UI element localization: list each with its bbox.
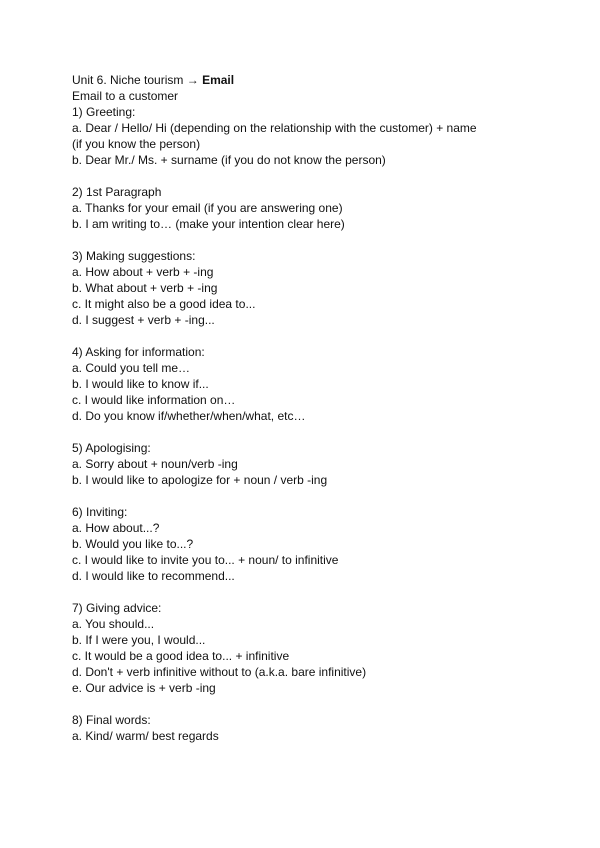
list-item: b. I am writing to… (make your intention clear here) [72, 217, 345, 231]
section-heading: 1) Greeting: [72, 105, 136, 119]
section [72, 600, 572, 696]
list-item: (if you know the person) [72, 137, 201, 151]
list-item: a. Kind/ warm/ best regards [72, 729, 219, 743]
list-item: c. I would like to invite you to... + noun/ to infinitive [72, 553, 339, 567]
list-item: a. Dear / Hello/ Hi (depending on the relationship with the customer) + name [72, 121, 477, 135]
title-prefix: Unit 6. Niche tourism [72, 73, 184, 87]
list-item: e. Our advice is + verb -ing [72, 681, 216, 695]
section [72, 104, 572, 168]
list-item: b. Would you like to...? [72, 537, 194, 551]
list-item: d. Don't + verb infinitive without to (a.k.a. bare infinitive) [72, 665, 367, 679]
list-item: b. I would like to know if... [72, 377, 209, 391]
list-item: c. It would be a good idea to... + infinitive [72, 649, 290, 663]
section-heading: 8) Final words: [72, 713, 151, 727]
list-item: d. Do you know if/whether/when/what, etc… [72, 409, 306, 423]
section-heading: 7) Giving advice: [72, 601, 162, 615]
section [72, 504, 572, 584]
section-heading: 5) Apologising: [72, 441, 151, 455]
list-item: a. You should... [72, 617, 155, 631]
section [72, 440, 572, 488]
title-emphasis: Email [202, 73, 235, 87]
list-item: c. It might also be a good idea to... [72, 297, 256, 311]
list-item: b. If I were you, I would... [72, 633, 206, 647]
section [72, 248, 572, 328]
list-item: b. What about + verb + -ing [72, 281, 218, 295]
list-item: a. Sorry about + noun/verb -ing [72, 457, 238, 471]
list-item: b. I would like to apologize for + noun / verb -ing [72, 473, 328, 487]
section-heading: 6) Inviting: [72, 505, 128, 519]
list-item: a. How about...? [72, 521, 160, 535]
section-heading: 4) Asking for information: [72, 345, 205, 359]
document-subtitle: Email to a customer [72, 89, 179, 103]
list-item: c. I would like information on… [72, 393, 236, 407]
list-item: d. I would like to recommend... [72, 569, 235, 583]
list-item: d. I suggest + verb + -ing... [72, 313, 215, 327]
section-heading: 2) 1st Paragraph [72, 185, 162, 199]
section [72, 344, 572, 424]
section [72, 184, 572, 232]
document-title [72, 72, 572, 88]
list-item: a. Thanks for your email (if you are answering one) [72, 201, 343, 215]
sections-list [72, 104, 572, 744]
document-page [72, 72, 572, 744]
document-header [72, 72, 572, 104]
list-item: b. Dear Mr./ Ms. + surname (if you do not know the person) [72, 153, 386, 167]
list-item: a. How about + verb + -ing [72, 265, 214, 279]
section-heading: 3) Making suggestions: [72, 249, 196, 263]
arrow-icon: → [186, 73, 199, 87]
list-item: a. Could you tell me… [72, 361, 191, 375]
section [72, 712, 572, 744]
